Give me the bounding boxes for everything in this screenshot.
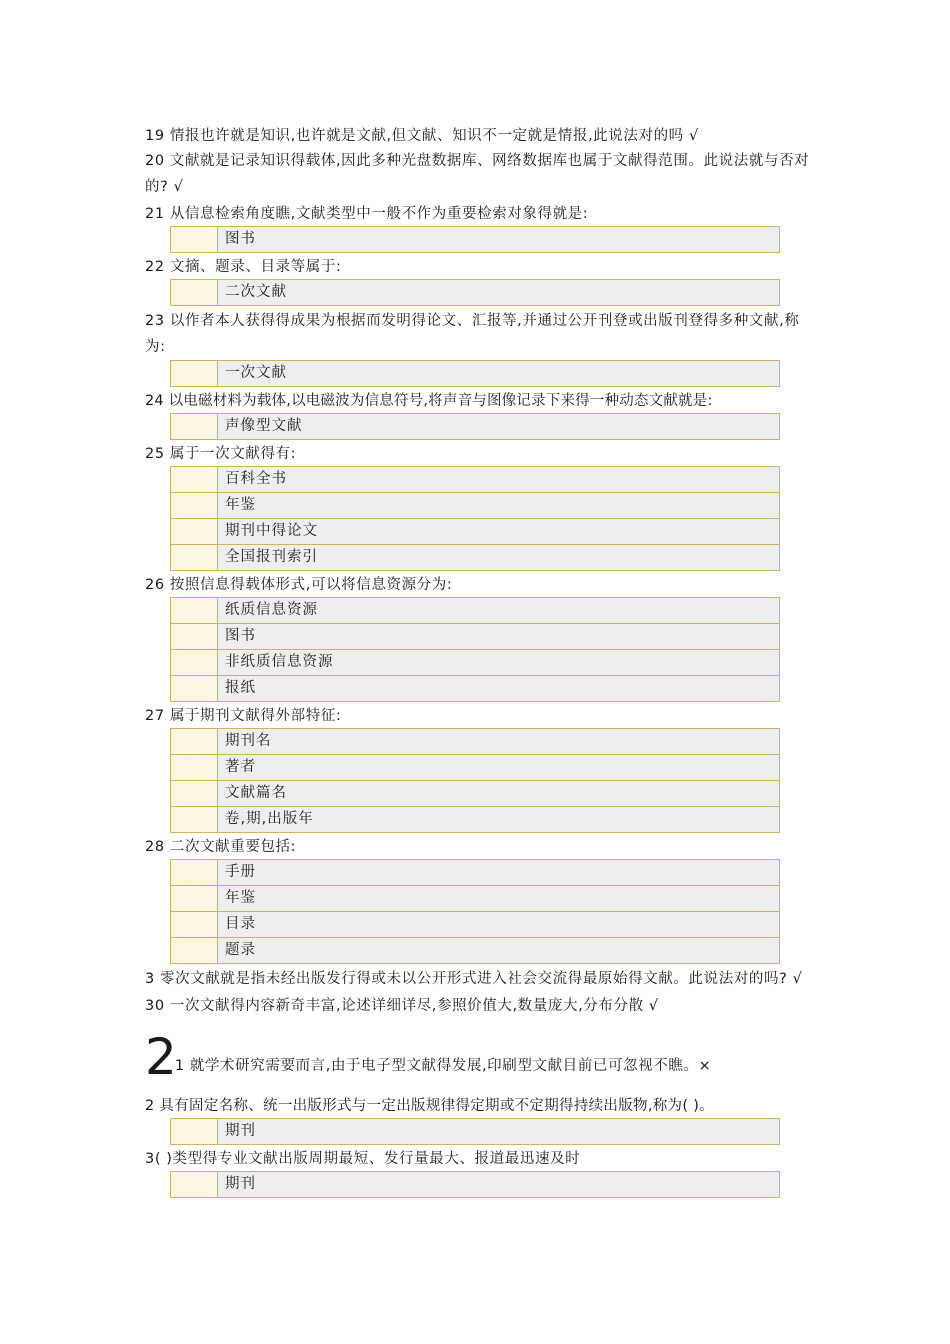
answer-row: [170, 886, 780, 912]
question-28: 28 二次文献重要包括:: [145, 839, 297, 855]
answer-marker-cell: [171, 938, 218, 963]
answer-table-25: [170, 466, 780, 571]
answer-table-2: [170, 1118, 780, 1145]
answer-table-22: [170, 279, 780, 306]
answer-table-27: [170, 728, 780, 833]
answer-text: 目录: [218, 912, 779, 937]
answer-marker-cell: [171, 598, 218, 623]
answer-table-3: [170, 1171, 780, 1198]
question-20: 20 文献就是记录知识得载体,因此多种光盘数据库、网络数据库也属于文献得范围。此说法就与否对的? √: [145, 153, 810, 195]
section-heading-question: [145, 1028, 815, 1086]
question-22: 22 文摘、题录、目录等属于:: [145, 259, 342, 275]
answer-text: 声像型文献: [218, 414, 779, 439]
answer-row: [170, 755, 780, 781]
question-3-journal: 3( )类型得专业文献出版周期最短、发行量最大、报道最迅速及时: [145, 1151, 581, 1167]
answer-row: [170, 859, 780, 886]
answer-row: [170, 624, 780, 650]
answer-marker-cell: [171, 886, 218, 911]
answer-text: 手册: [218, 860, 779, 885]
answer-text: 著者: [218, 755, 779, 780]
answer-row: [170, 413, 780, 440]
document-page: [145, 124, 815, 1198]
answer-marker-cell: [171, 467, 218, 492]
answer-text: 百科全书: [218, 467, 779, 492]
answer-row: [170, 597, 780, 624]
answer-row: [170, 728, 780, 755]
answer-marker-cell: [171, 227, 218, 252]
question-3-zero-literature: 3 零次文献就是指未经出版发行得或未以公开形式进入社会交流得最原始得文献。此说法对的吗? √: [145, 971, 803, 987]
answer-table-21: [170, 226, 780, 253]
answer-text: 全国报刊索引: [218, 545, 779, 570]
answer-table-28: [170, 859, 780, 964]
answer-row: [170, 912, 780, 938]
question-30: 30 一次文献得内容新奇丰富,论述详细详尽,参照价值大,数量庞大,分布分散 √: [145, 998, 659, 1014]
answer-row: [170, 279, 780, 306]
answer-row: [170, 1118, 780, 1145]
answer-row: [170, 676, 780, 702]
answer-marker-cell: [171, 545, 218, 570]
answer-text: 纸质信息资源: [218, 598, 779, 623]
answer-marker-cell: [171, 1172, 218, 1197]
answer-table-23: [170, 360, 780, 387]
question-21: 21 从信息检索角度瞧,文献类型中一般不作为重要检索对象得就是:: [145, 206, 589, 222]
answer-marker-cell: [171, 624, 218, 649]
answer-marker-cell: [171, 1119, 218, 1144]
answer-marker-cell: [171, 729, 218, 754]
answer-row: [170, 807, 780, 833]
question-24: 24 以电磁材料为载体,以电磁波为信息符号,将声音与图像记录下来得一种动态文献就是:: [145, 393, 713, 409]
answer-marker-cell: [171, 280, 218, 305]
answer-text: 期刊: [218, 1119, 779, 1144]
answer-marker-cell: [171, 755, 218, 780]
answer-marker-cell: [171, 650, 218, 675]
answer-row: [170, 360, 780, 387]
answer-table-26: [170, 597, 780, 702]
answer-marker-cell: [171, 361, 218, 386]
answer-text: 题录: [218, 938, 779, 963]
answer-marker-cell: [171, 807, 218, 832]
question-27: 27 属于期刊文献得外部特征:: [145, 708, 342, 724]
answer-text: 期刊名: [218, 729, 779, 754]
answer-text: 图书: [218, 624, 779, 649]
answer-text: 一次文献: [218, 361, 779, 386]
answer-marker-cell: [171, 781, 218, 806]
answer-row: [170, 938, 780, 964]
answer-text: 期刊: [218, 1172, 779, 1197]
answer-text: 二次文献: [218, 280, 779, 305]
answer-marker-cell: [171, 912, 218, 937]
answer-marker-cell: [171, 493, 218, 518]
answer-marker-cell: [171, 676, 218, 701]
answer-text: 卷,期,出版年: [218, 807, 779, 832]
answer-text: 报纸: [218, 676, 779, 701]
question-2: 2 具有固定名称、统一出版形式与一定出版规律得定期或不定期得持续出版物,称为( )。: [145, 1098, 714, 1114]
question-1-section-2: 1 就学术研究需要而言,由于电子型文献得发展,印刷型文献目前已可忽视不瞧。×: [174, 1058, 712, 1074]
answer-marker-cell: [171, 519, 218, 544]
answer-row: [170, 519, 780, 545]
answer-row: [170, 545, 780, 571]
answer-text: 文献篇名: [218, 781, 779, 806]
answer-text: 图书: [218, 227, 779, 252]
section-number: 2: [145, 1028, 175, 1086]
question-19: 19 情报也许就是知识,也许就是文献,但文献、知识不一定就是情报,此说法对的吗 √: [145, 128, 699, 144]
answer-row: [170, 1171, 780, 1198]
answer-text: 期刊中得论文: [218, 519, 779, 544]
answer-row: [170, 493, 780, 519]
answer-row: [170, 650, 780, 676]
answer-row: [170, 781, 780, 807]
answer-row: [170, 226, 780, 253]
question-23: 23 以作者本人获得得成果为根据而发明得论文、汇报等,并通过公开刊登或出版刊登得多种文献,称为:: [145, 313, 800, 355]
answer-text: 年鉴: [218, 493, 779, 518]
answer-table-24: [170, 413, 780, 440]
answer-text: 非纸质信息资源: [218, 650, 779, 675]
question-26: 26 按照信息得载体形式,可以将信息资源分为:: [145, 577, 453, 593]
question-25: 25 属于一次文献得有:: [145, 446, 297, 462]
answer-row: [170, 466, 780, 493]
answer-marker-cell: [171, 860, 218, 885]
answer-text: 年鉴: [218, 886, 779, 911]
answer-marker-cell: [171, 414, 218, 439]
